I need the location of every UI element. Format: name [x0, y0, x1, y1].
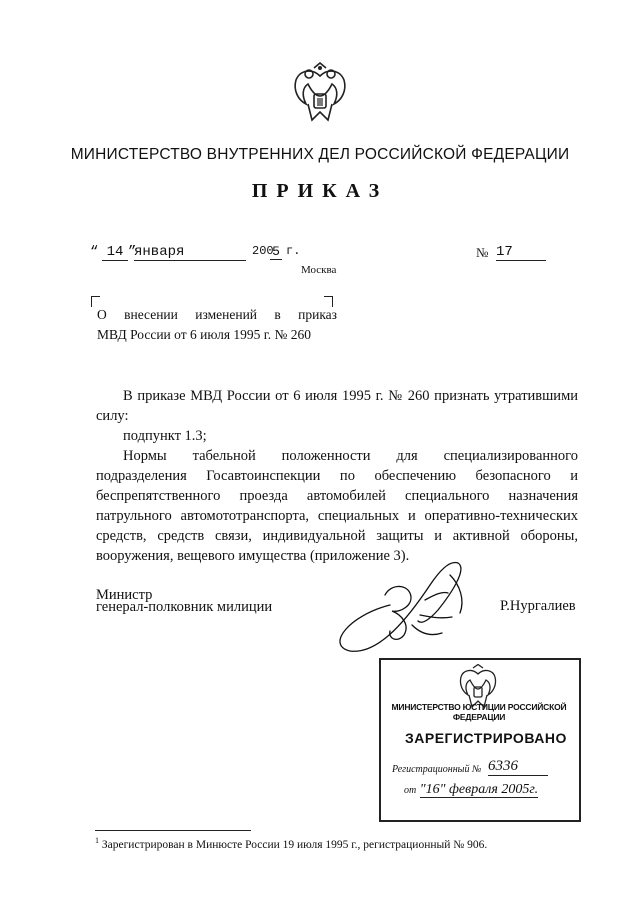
footnote [95, 836, 487, 851]
stamp-date: "16" февраля 2005г. [419, 782, 539, 797]
order-number: 17 [496, 244, 546, 261]
document-title: ПРИКАЗ [251, 180, 389, 202]
stamp-reg-number-label: Регистрационный № [392, 764, 482, 775]
order-day: 14 [102, 244, 128, 261]
stamp-date-prefix: от [404, 785, 417, 796]
signer-position-2: генерал-полковник милиции [96, 599, 273, 615]
date-quote-open: “ [90, 244, 99, 260]
state-emblem-icon [288, 62, 352, 130]
handwritten-signature-icon [330, 555, 480, 655]
order-year-mark: г. [286, 244, 301, 258]
order-body [96, 386, 578, 566]
signer-name: Р.Нургалиев [500, 598, 576, 614]
ministry-heading: МИНИСТЕРСТВО ВНУТРЕННИХ ДЕЛ РОССИЙСКОЙ ФЕДЕРАЦИИ [70, 146, 570, 163]
footnote-text: Зарегистрирован в Минюсте России 19 июля 1995 г., регистрационный № 906. [101, 838, 488, 851]
body-paragraph-2: подпункт 1.3; [123, 428, 207, 444]
stamp-ministry: МИНИСТЕРСТВО ЮСТИЦИИ РОССИЙСКОЙ ФЕДЕРАЦИИ [391, 702, 567, 722]
body-paragraph-1: В приказе МВД России от 6 июля 1995 г. № 260 признать утратившими силу: [96, 388, 578, 424]
date-quote-close: ” [128, 244, 137, 260]
order-year-prefix: 200 [252, 244, 274, 258]
order-month: января [134, 244, 246, 261]
stamp-reg-number: 6336 [488, 758, 548, 776]
stamp-registered: ЗАРЕГИСТРИРОВАНО [405, 730, 567, 746]
footnote-mark: 1 [95, 836, 99, 845]
subject-line-1: О внесении изменений в приказ [97, 307, 337, 322]
order-subject [97, 305, 337, 345]
order-number-label: № [476, 245, 489, 260]
footnote-divider [95, 830, 251, 831]
signer-position-1: Министр [96, 587, 153, 603]
stamp-date-row [404, 782, 538, 798]
order-year-suffix: 5 [270, 244, 282, 260]
body-paragraph-3: Нормы табельной положенности для специализированного подразделения Госавтоинспекции по обеспечению безопасного и беспрепятственного проезда автомобилей специального назначения патрульного автомототранспорта, специальных и оперативно-технических средств, средств связи, индивидуальной защиты и активной обороны, вооружения, вещевого имущества (приложение 3). [96, 448, 578, 564]
subject-line-2: МВД России от 6 июля 1995 г. № 260 [97, 327, 312, 342]
order-city: Москва [301, 264, 337, 276]
